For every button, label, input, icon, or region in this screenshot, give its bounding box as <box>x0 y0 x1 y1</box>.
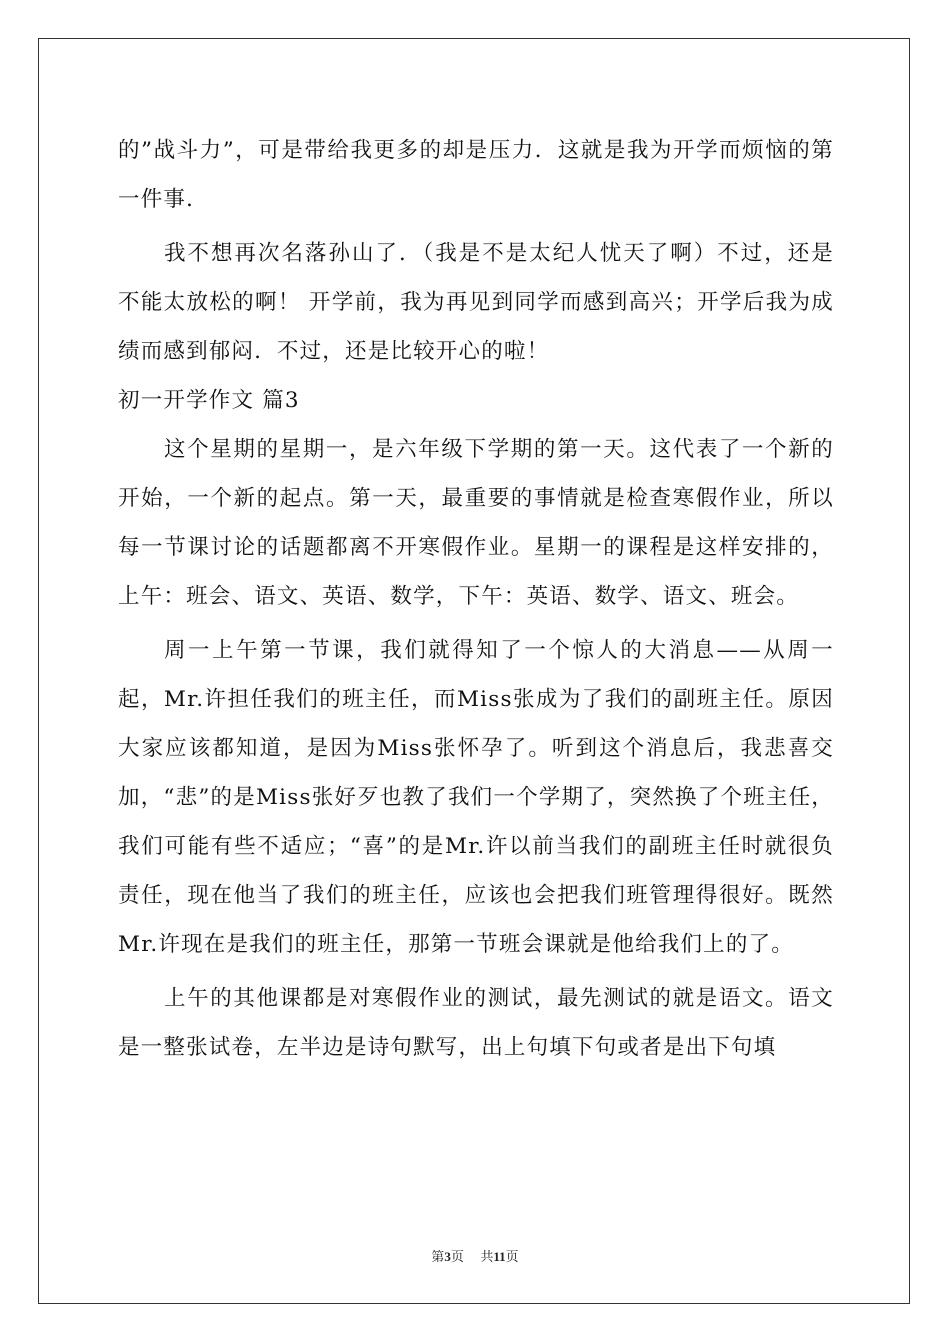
paragraph: 我不想再次名落孙山了．（我是不是太纪人忧天了啊）不过，还是不能太放松的啊！ 开学前，我为再见到同学而感到高兴；开学后我为成绩而感到郁闷．不过，还是比较开心的啦！ <box>118 241 834 364</box>
paragraph: 上午的其他课都是对寒假作业的测试，最先测试的就是语文。语文是一整张试卷，左半边是诗句默写，出上句填下句或者是出下句填 <box>118 986 834 1060</box>
footer-page-suffix: 页 <box>450 1250 464 1265</box>
footer-total-pages: 11 <box>493 1249 506 1264</box>
footer-total-prefix: 共 <box>480 1250 494 1265</box>
paragraph: 这个星期的星期一，是六年级下学期的第一天。这代表了一个新的开始，一个新的起点。第一天，最重要的事情就是检查寒假作业，所以每一节课讨论的话题都离不开寒假作业。星期一的课程是这样安排的，上午：班会、语文、英语、数学，下午：英语、数学、语文、班会。 <box>118 437 834 609</box>
page-footer <box>0 1246 950 1265</box>
paragraph: 周一上午第一节课，我们就得知了一个惊人的大消息——从周一起，Mr.许担任我们的班主任，而Miss张成为了我们的副班主任。原因大家应该都知道，是因为Miss张怀孕了。听到这个消息后，我悲喜交加，“悲”的是Miss张好歹也教了我们一个学期了，突然换了个班主任，我们可能有些不适应；“喜”的是Mr.许以前当我们的副班主任时就很负责任，现在他当了我们的班主任，应该也会把我们班管理得很好。既然Mr.许现在是我们的班主任，那第一节班会课就是他给我们上的了。 <box>118 638 834 957</box>
section-heading: 初一开学作文 篇3 <box>118 388 300 413</box>
footer-current-page: 3 <box>444 1249 451 1264</box>
document-body <box>118 126 834 1072</box>
footer-total-suffix: 页 <box>505 1250 519 1265</box>
paragraph: 的”战斗力”，可是带给我更多的却是压力．这就是我为开学而烦恼的第一件事． <box>118 138 834 212</box>
footer-prefix: 第 <box>431 1250 445 1265</box>
